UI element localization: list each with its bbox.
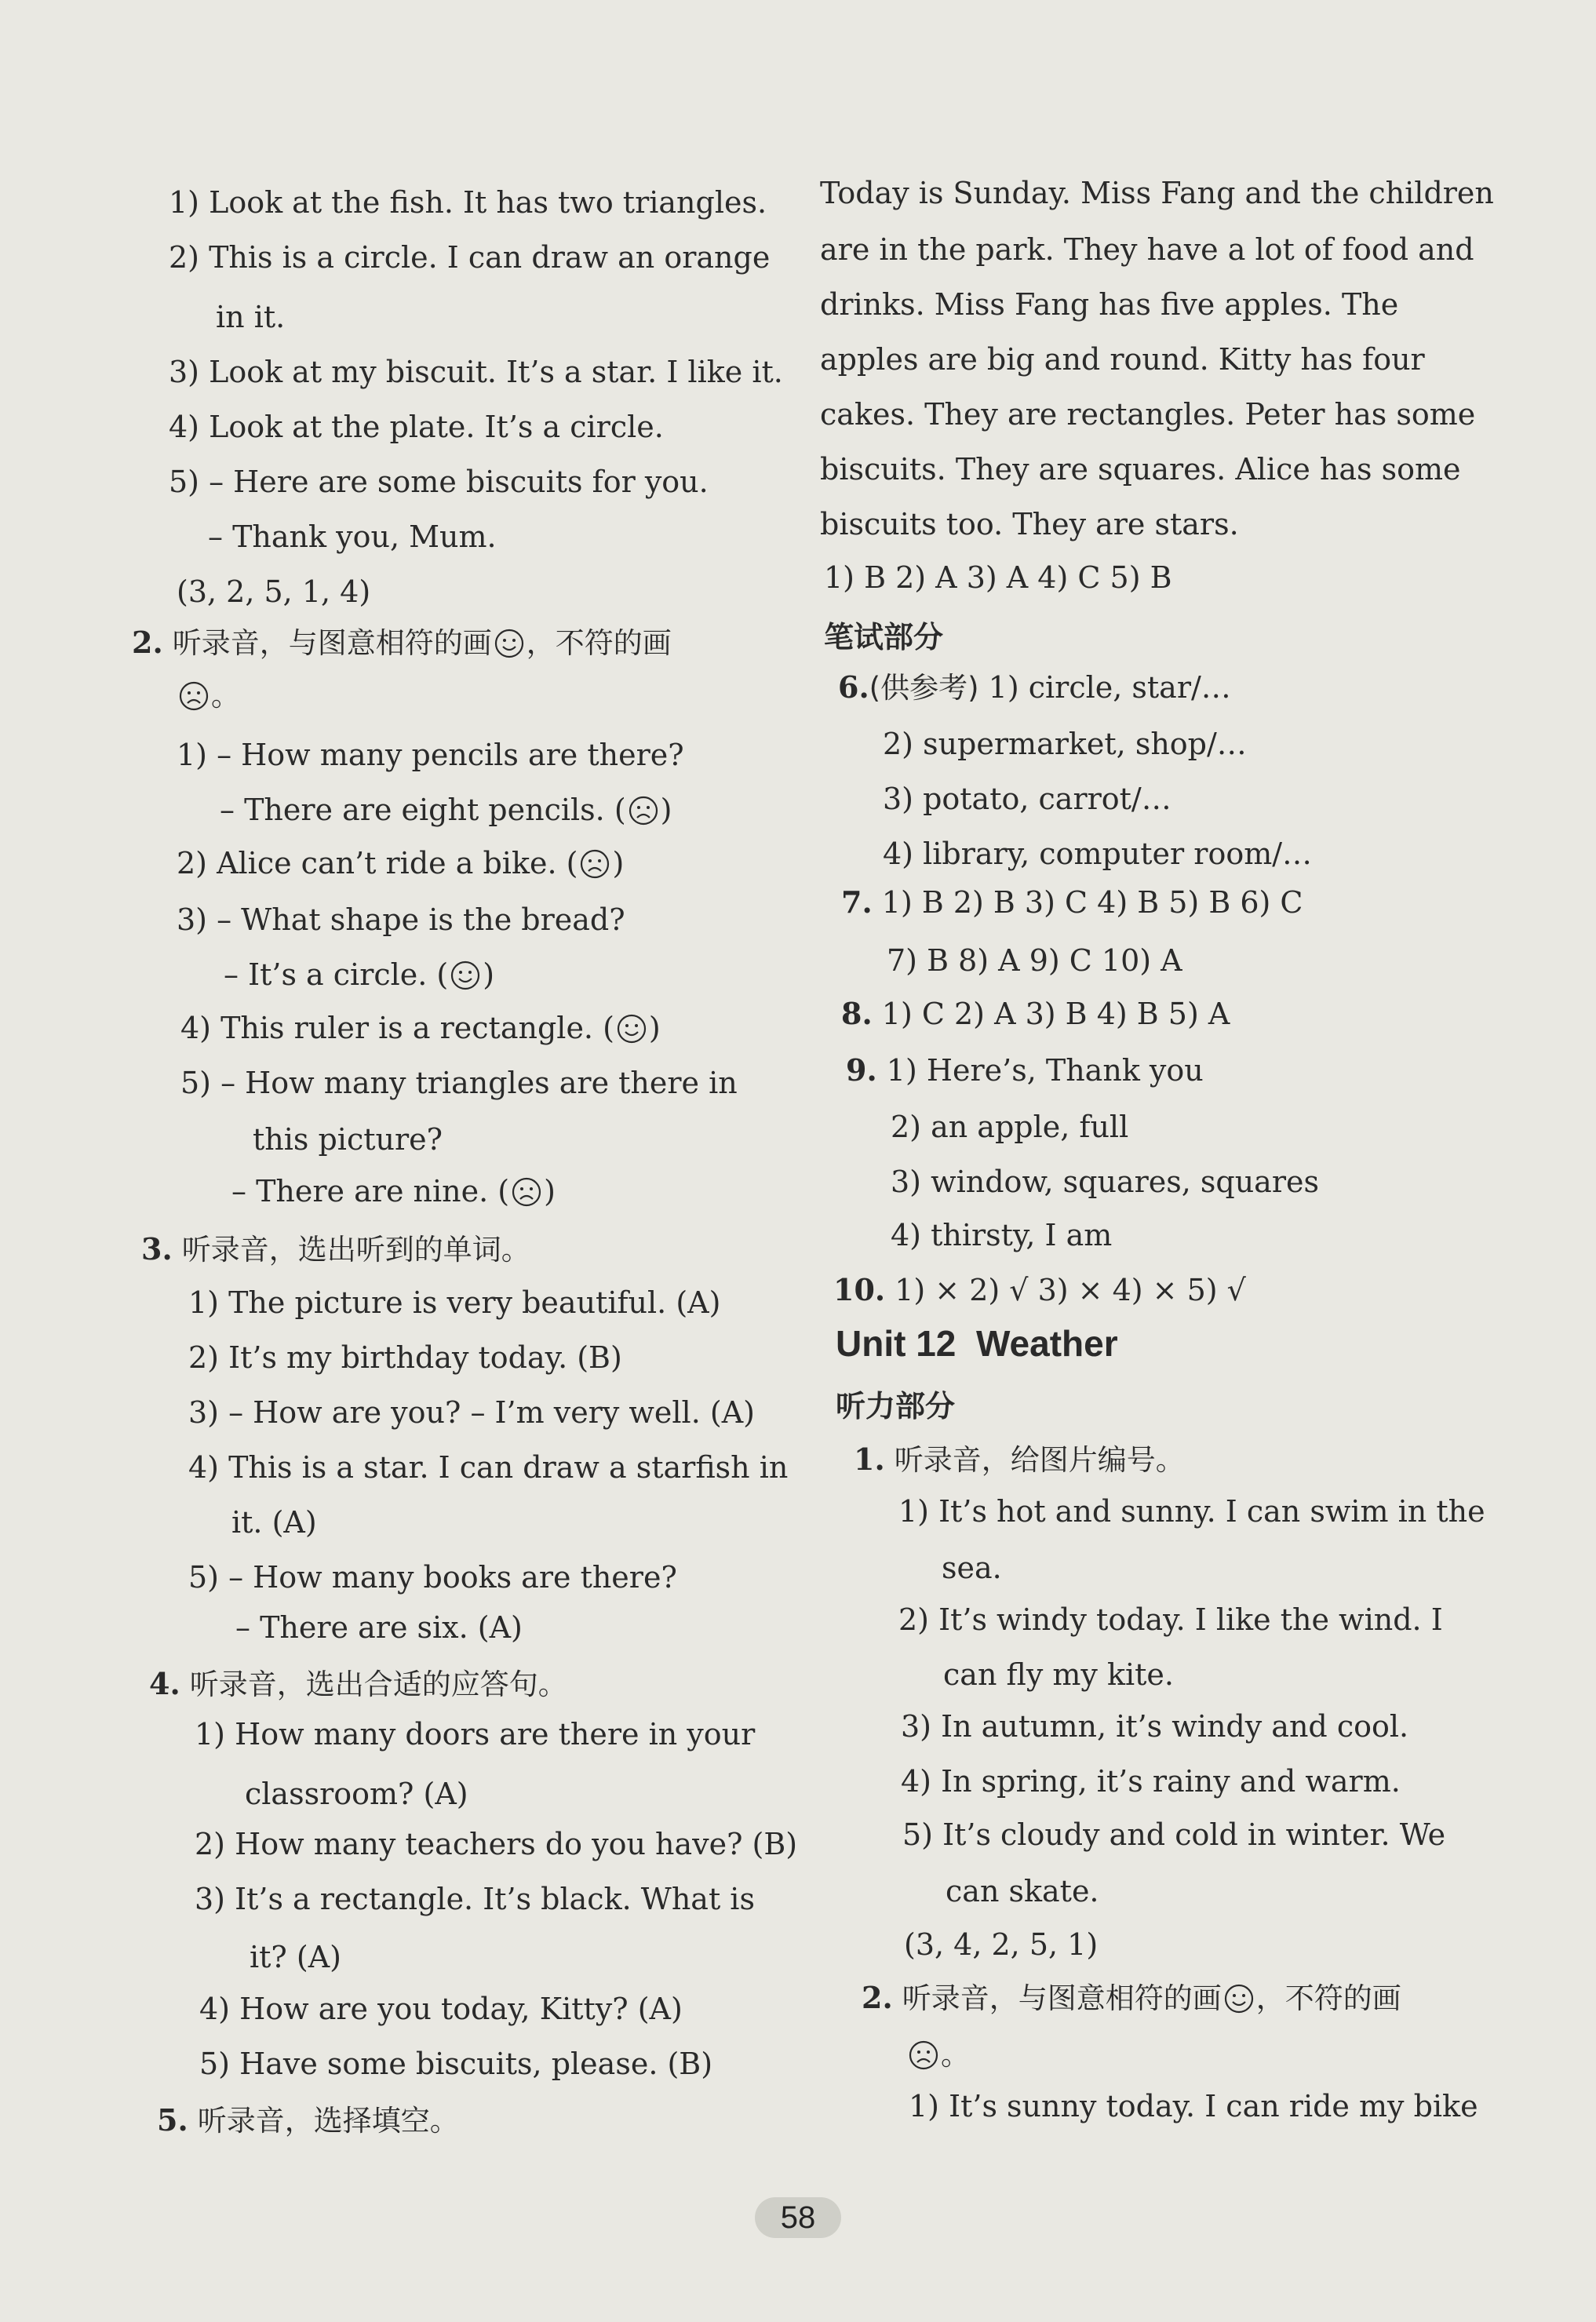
q1-order: (3, 2, 5, 1, 4) — [177, 574, 371, 609]
q8-answers: 1) C 2) A 3) B 4) B 5) A — [881, 997, 1230, 1031]
passage-line-1: Today is Sunday. Miss Fang and the children — [820, 176, 1494, 210]
q1-line-3: in it. — [216, 300, 286, 334]
q2-line-9 — [231, 1172, 556, 1210]
q2-line-5 — [224, 956, 494, 993]
q4-line-4: 3) It’s a rectangle. It’s black. What is — [195, 1882, 755, 1916]
q5-prompt — [157, 2101, 459, 2140]
u1-order: (3, 4, 2, 5, 1) — [904, 1927, 1099, 1962]
q9-line-3: 3) window, squares, squares — [891, 1165, 1319, 1199]
q6-item-1: 1) circle, star/… — [988, 670, 1231, 705]
q8-number: 8. — [841, 996, 873, 1031]
q4-line-6: 4) How are you today, Kitty? (A) — [199, 1992, 683, 2026]
q2-line-6-text: 4) This ruler is a rectangle. ( — [180, 1011, 614, 1045]
q1-line-4: 3) Look at my biscuit. It’s a star. I like it. — [169, 355, 783, 389]
q4-prompt-text: 听录音，选出合适的应答句。 — [189, 1668, 567, 1701]
smiley-face-icon — [1223, 1983, 1255, 2014]
q6-line-3: 3) potato, carrot/… — [883, 782, 1171, 816]
q1-line-5: 4) Look at the plate. It’s a circle. — [169, 410, 664, 444]
q2-prompt-end: 。 — [211, 679, 240, 713]
q3-prompt — [141, 1230, 530, 1269]
q2-number: 2. — [132, 625, 163, 660]
passage-line-4: apples are big and round. Kitty has four — [820, 342, 1425, 377]
q2-line-2-text: – There are eight pencils. ( — [220, 793, 626, 827]
q10-number: 10. — [833, 1272, 886, 1307]
u2-prompt-a: 听录音，与图意相符的画 — [902, 1981, 1222, 2015]
sad-face-icon — [511, 1176, 542, 1208]
sad-face-icon — [178, 680, 210, 712]
q6-line-1 — [838, 669, 1231, 707]
q4-number: 4. — [149, 1666, 180, 1701]
q1-line-1: 1) Look at the fish. It has two triangles. — [169, 185, 767, 220]
q4-prompt — [149, 1665, 567, 1704]
unit-label: Unit 12 — [836, 1323, 957, 1364]
q5-number: 5. — [157, 2102, 188, 2138]
page-number: 58 — [755, 2197, 841, 2238]
close-paren: ) — [483, 957, 495, 992]
listening-section-heading: 听力部分 — [836, 1389, 956, 1423]
q5-prompt-text: 听录音，选择填空。 — [197, 2104, 459, 2138]
q3-line-7: – There are six. (A) — [235, 1610, 523, 1645]
q9-item-1: 1) Here’s, Thank you — [886, 1053, 1204, 1088]
smiley-face-icon — [494, 628, 525, 659]
close-paren: ) — [660, 793, 672, 827]
q4-line-3: 2) How many teachers do you have? (B) — [195, 1827, 798, 1861]
u1-line-2: sea. — [942, 1551, 1002, 1585]
smiley-face-icon — [450, 960, 481, 991]
q5-answers: 1) B 2) A 3) A 4) C 5) B — [824, 560, 1172, 595]
u1-line-4: can fly my kite. — [943, 1657, 1174, 1692]
q6-line-2: 2) supermarket, shop/… — [883, 727, 1247, 761]
sad-face-icon — [579, 848, 610, 880]
u1-number: 1. — [854, 1442, 885, 1477]
q9-line-1 — [846, 1052, 1204, 1089]
q4-line-7: 5) Have some biscuits, please. (B) — [199, 2047, 713, 2081]
passage-line-3: drinks. Miss Fang has five apples. The — [820, 287, 1399, 322]
q2-line-5-text: – It’s a circle. ( — [224, 957, 449, 992]
sad-face-icon — [908, 2039, 939, 2071]
passage-line-7: biscuits too. They are stars. — [820, 507, 1239, 541]
q8-line — [841, 995, 1230, 1033]
q2-prompt-b: ，不符的画 — [526, 626, 672, 660]
q9-number: 9. — [846, 1052, 877, 1088]
q10-line — [833, 1271, 1246, 1309]
q7-number: 7. — [841, 884, 873, 920]
q2-line-2 — [220, 791, 672, 829]
u1-prompt — [854, 1441, 1185, 1479]
q1-line-2: 2) This is a circle. I can draw an orange — [169, 240, 771, 275]
u2-line-1: 1) It’s sunny today. I can ride my bike — [909, 2089, 1478, 2123]
unit-title — [836, 1325, 1118, 1362]
q9-line-4: 4) thirsty, I am — [891, 1218, 1113, 1252]
q2-line-1: 1) – How many pencils are there? — [177, 738, 684, 772]
u2-prompt — [862, 1979, 1401, 2018]
close-paren: ) — [544, 1174, 556, 1208]
u2-number: 2. — [862, 1980, 893, 2015]
sad-face-icon — [628, 795, 659, 826]
q3-line-4: 4) This is a star. I can draw a starfish in — [188, 1450, 789, 1485]
close-paren: ) — [648, 1011, 661, 1045]
u1-line-3: 2) It’s windy today. I like the wind. I — [898, 1602, 1443, 1637]
q1-line-6: 5) – Here are some biscuits for you. — [169, 465, 709, 499]
u1-line-8: can skate. — [946, 1874, 1099, 1908]
q2-line-6 — [180, 1009, 661, 1047]
u1-prompt-text: 听录音，给图片编号。 — [894, 1443, 1185, 1477]
q3-line-1: 1) The picture is very beautiful. (A) — [188, 1285, 721, 1320]
q2-prompt-line-2 — [177, 676, 240, 715]
smiley-face-icon — [616, 1013, 647, 1044]
q7-line-2: 7) B 8) A 9) C 10) A — [887, 943, 1182, 978]
q2-line-7: 5) – How many triangles are there in — [180, 1066, 738, 1100]
passage-line-2: are in the park. They have a lot of food and — [820, 232, 1474, 267]
q7-answers-1: 1) B 2) B 3) C 4) B 5) B 6) C — [881, 885, 1303, 920]
q10-answers: 1) × 2) √ 3) × 4) × 5) √ — [895, 1273, 1246, 1307]
q3-line-5: it. (A) — [231, 1505, 317, 1540]
q3-number: 3. — [141, 1231, 173, 1267]
q2-prompt-a: 听录音，与图意相符的画 — [172, 626, 492, 660]
q4-line-1: 1) How many doors are there in your — [195, 1717, 756, 1752]
u2-prompt-b: ，不符的画 — [1255, 1981, 1401, 2015]
q2-line-9-text: – There are nine. ( — [231, 1174, 510, 1208]
q2-line-8: this picture? — [253, 1122, 443, 1157]
unit-name: Weather — [975, 1323, 1118, 1364]
u1-line-5: 3) In autumn, it’s windy and cool. — [901, 1709, 1409, 1744]
q7-line-1 — [841, 884, 1303, 921]
u1-line-1: 1) It’s hot and sunny. I can swim in the — [898, 1494, 1485, 1529]
q3-line-6: 5) – How many books are there? — [188, 1560, 677, 1595]
u1-line-6: 4) In spring, it’s rainy and warm. — [901, 1764, 1401, 1799]
u1-line-7: 5) It’s cloudy and cold in winter. We — [902, 1817, 1446, 1852]
q2-prompt — [132, 624, 672, 662]
q3-line-3: 3) – How are you? – I’m very well. (A) — [188, 1395, 755, 1430]
q3-prompt-text: 听录音，选出听到的单词。 — [181, 1233, 530, 1267]
close-paren: ) — [612, 846, 625, 880]
u2-prompt-line-2 — [906, 2036, 970, 2074]
passage-line-6: biscuits. They are squares. Alice has some — [820, 452, 1461, 487]
passage-line-5: cakes. They are rectangles. Peter has some — [820, 397, 1476, 432]
q2-line-4: 3) – What shape is the bread? — [177, 902, 625, 937]
q4-line-5: it? (A) — [250, 1940, 341, 1974]
q2-line-3-text: 2) Alice can’t ride a bike. ( — [177, 846, 578, 880]
q9-line-2: 2) an apple, full — [891, 1110, 1129, 1144]
q4-line-2: classroom? (A) — [245, 1777, 468, 1811]
q6-number: 6. — [838, 669, 869, 705]
written-section-heading: 笔试部分 — [824, 620, 944, 654]
q1-line-7: – Thank you, Mum. — [208, 519, 497, 554]
q6-line-4: 4) library, computer room/… — [883, 837, 1313, 871]
q3-line-2: 2) It’s my birthday today. (B) — [188, 1340, 622, 1375]
q6-reference: (供参考) — [869, 671, 979, 705]
q2-line-3 — [177, 844, 624, 882]
u2-prompt-end: 。 — [941, 2038, 970, 2072]
